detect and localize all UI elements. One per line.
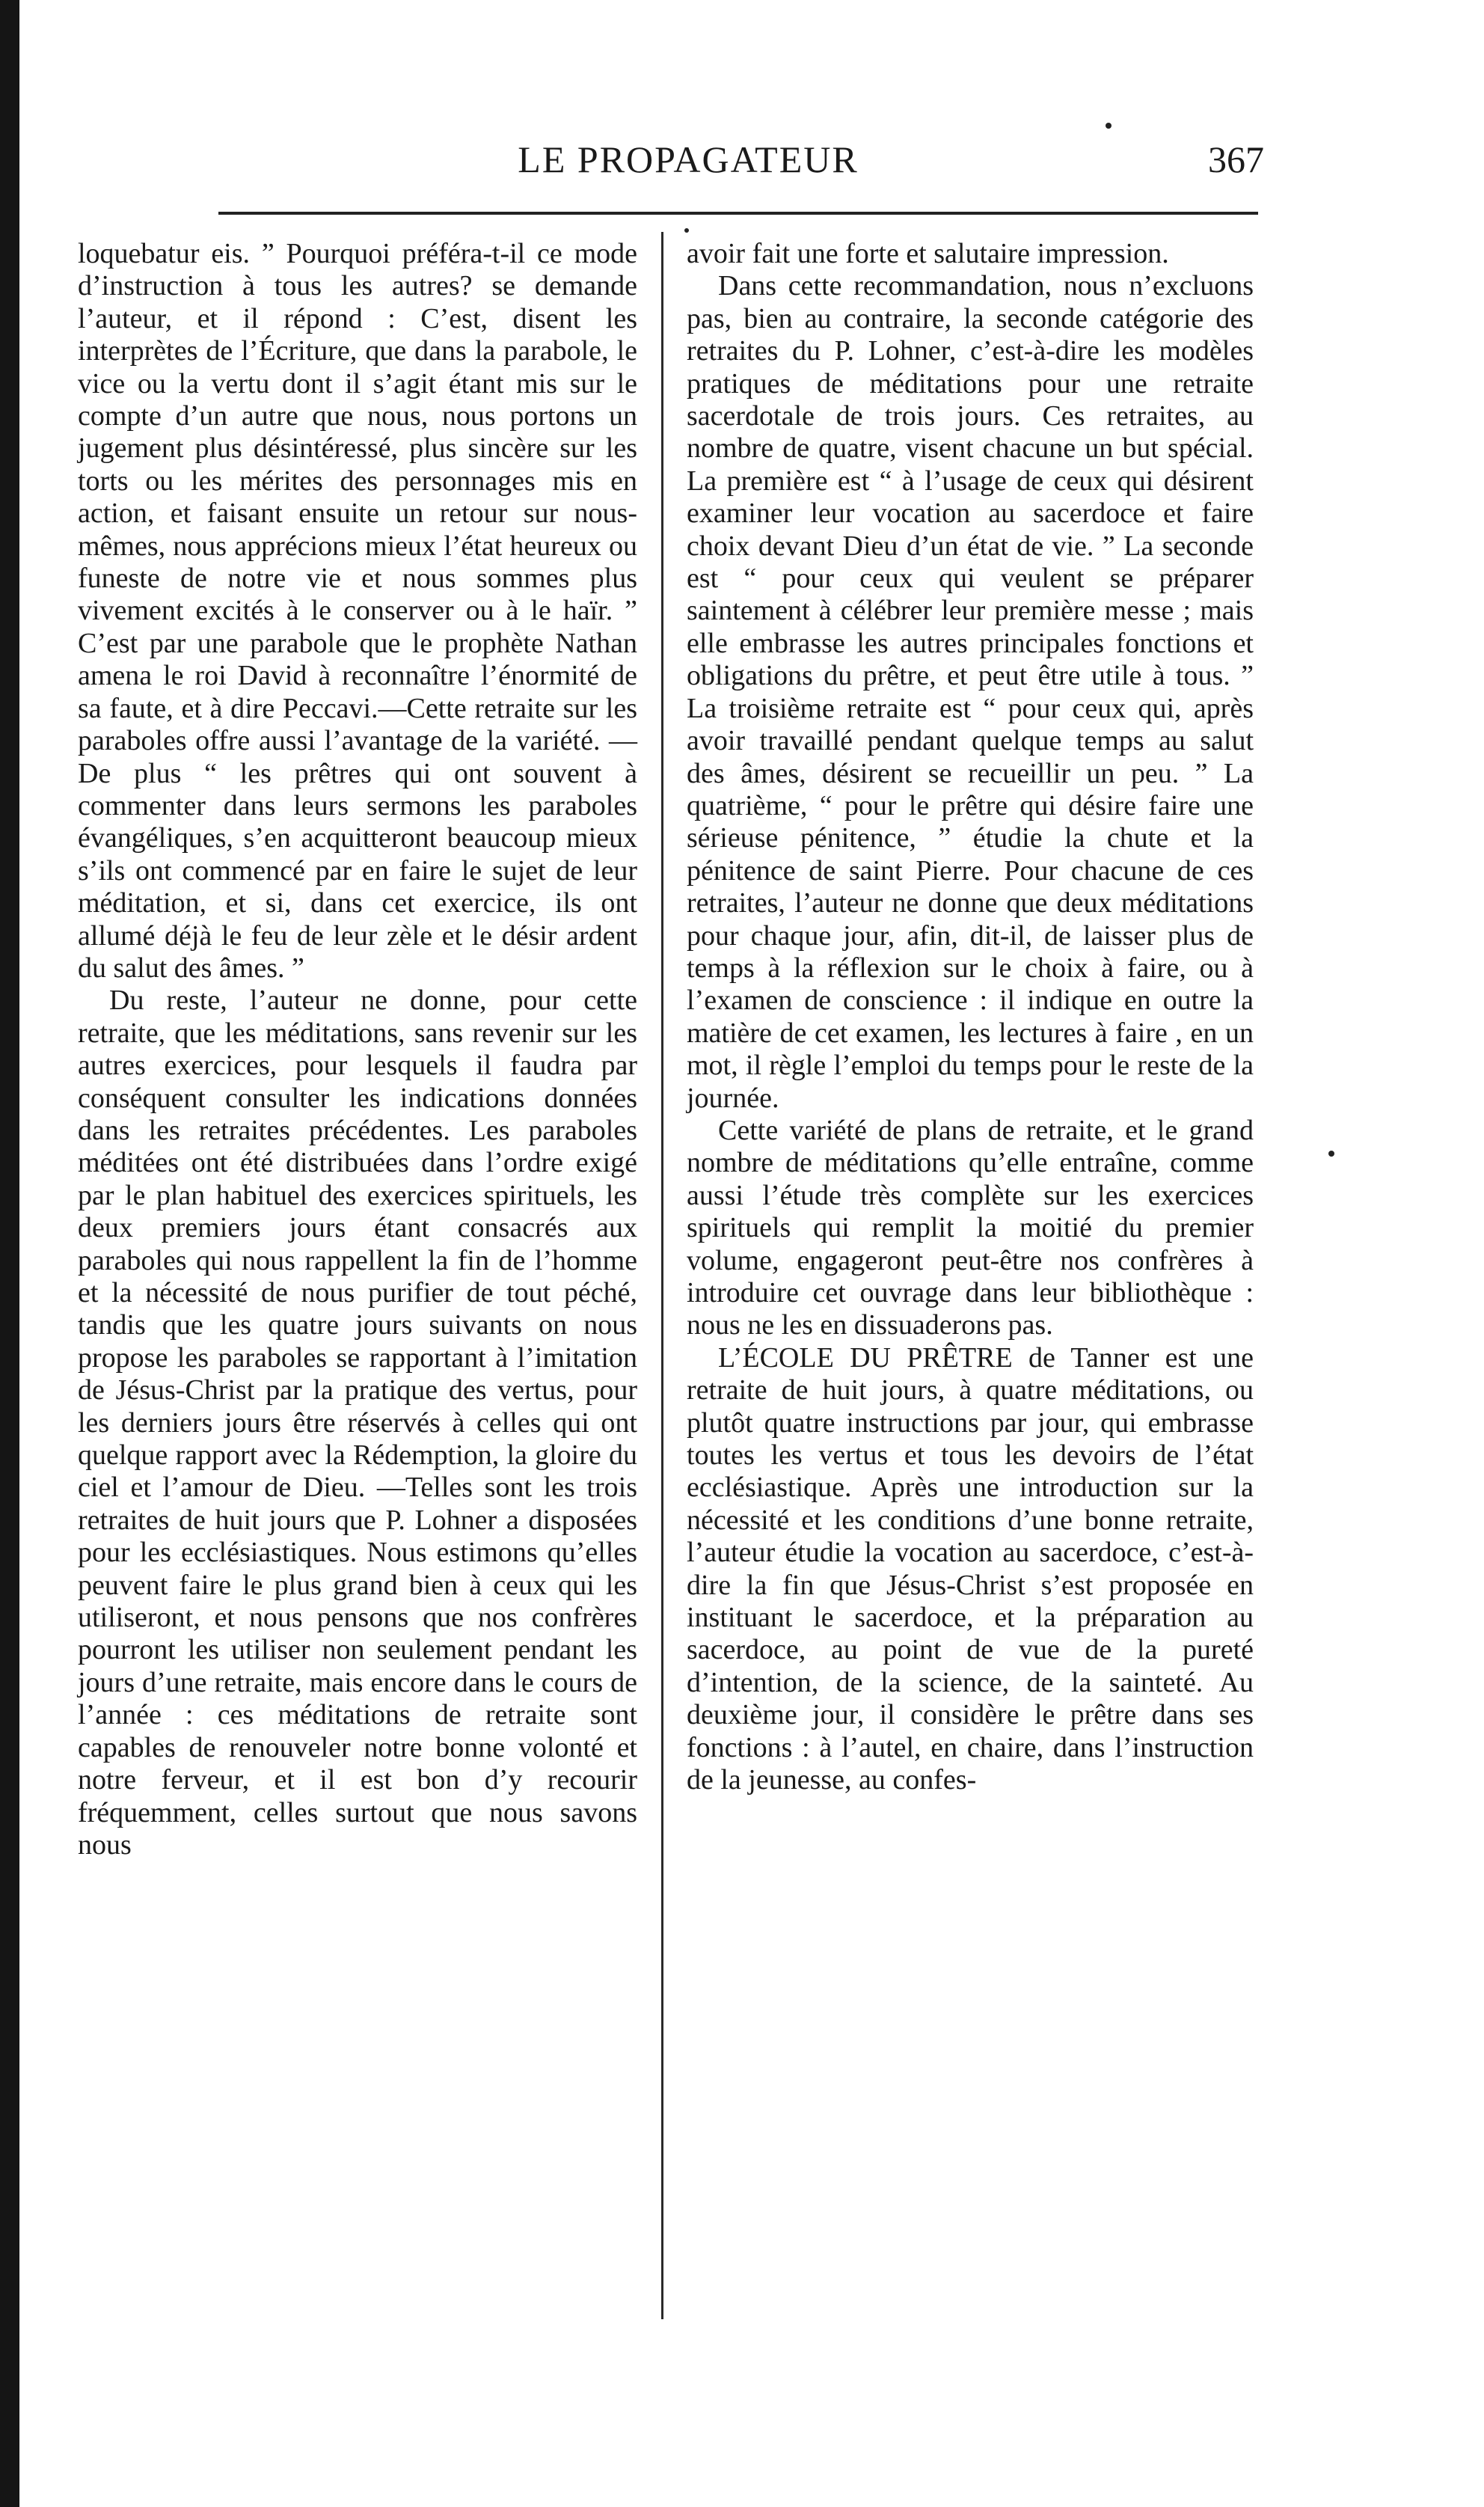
left-paragraph-1: loquebatur eis. ” Pourquoi préféra-t-il ce mode d’instruction à tous les autres? se demande l’auteur, et il répond : C’est, disent les interprètes de l’Écriture, que dans la parabole, le vice ou la vertu dont il s’agit étant mis sur le compte d’un autre que nous, nous portons un jugement plus désintéressé, plus sincère sur les torts ou les mérites des personnages mis en action, et faisant ensuite un retour sur nous-mêmes, nous apprécions mieux l’état heureux ou funeste de notre vie et nous sommes plus vivement excités à le conserver ou à le haïr. ” C’est par une parabole que le prophète Nathan amena le roi David à reconnaître l’énormité de sa faute, et à dire Peccavi.—Cette retraite sur les paraboles offre aussi l’avantage de la variété. — De plus “ les prêtres qui ont souvent à commenter dans leurs sermons les paraboles évangéliques, s’en acquitteront beaucoup mieux s’ils ont commencé par en faire le sujet de leur méditation, et si, dans cet exercice, ils ont allumé déjà le feu de leur zèle et le désir ardent du salut des âmes. ” bbox=[78, 238, 637, 984]
running-title: LE PROPAGATEUR bbox=[518, 138, 859, 180]
column-divider bbox=[661, 232, 663, 2319]
print-speck bbox=[684, 228, 689, 233]
left-paragraph-2: Du reste, l’auteur ne donne, pour cette retraite, que les méditations, sans revenir sur les autres exercices, pour lesquels il faudra par conséquent consulter les indications données dans les retraites précédentes. Les paraboles méditées ont été distribuées dans l’ordre exigé par le plan habituel des exercices spirituels, les deux premiers jours étant consacrés aux paraboles qui nous rappellent la fin de l’homme et la nécessité de nous purifier de tout péché, tandis que les quatre jours suivants on nous propose les paraboles se rapportant à l’imitation de Jésus-Christ par la pratique des vertus, pour les derniers jours être réservés à celles qui ont quelque rapport avec la Rédemption, la gloire du ciel et l’amour de Dieu. —Telles sont les trois retraites de huit jours que P. Lohner a disposées pour les ecclésiastiques. Nous estimons qu’elles peuvent faire le plus grand bien à ceux qui les utiliseront, et nous pensons que nos confrères pourront les utiliser non seulement pendant les jours d’une retraite, mais encore dans le cours de l’année : ces méditations de retraite sont capables de renouveler notre bonne volonté et notre ferveur, et il est bon d’y recourir fréquemment, celles surtout que nous savons nous bbox=[78, 985, 637, 1861]
page-header bbox=[112, 133, 1264, 186]
page-binding-edge bbox=[0, 0, 19, 2507]
right-paragraph-3: Cette variété de plans de retraite, et le grand nombre de méditations qu’elle entraîne, comme aussi l’étude très complète sur les exercices spirituels qui remplit la moitié du premier volume, engageront peut-être nos confrères à introduire cet ouvrage dans leur bibliothèque : nous ne les en dissuaderons pas. bbox=[687, 1114, 1254, 1341]
right-column bbox=[687, 238, 1254, 1797]
right-paragraph-1: avoir fait une forte et salutaire impression. bbox=[687, 238, 1169, 269]
right-paragraph-2: Dans cette recommandation, nous n’excluons pas, bien au contraire, la seconde catégorie des retraites du P. Lohner, c’est-à-dire les modèles pratiques de méditations pour une retraite sacerdotale de trois jours. Ces retraites, au nombre de quatre, visent chacune un but spécial. La première est “ à l’usage de ceux qui désirent examiner leur vocation au sacerdoce et faire choix devant Dieu d’un état de vie. ” La seconde est “ pour ceux qui veulent se préparer saintement à célébrer leur première messe ; mais elle embrasse les autres principales fonctions et obligations du prêtre, et peut être utile à tous. ” La troisième retraite est “ pour ceux qui, après avoir travaillé pendant quelque temps au salut des âmes, désirent se recueillir un peu. ” La quatrième, “ pour le prêtre qui désire faire une sérieuse pénitence, ” étudie la chute et la pénitence de saint Pierre. Pour chacune de ces retraites, l’auteur ne donne que deux méditations pour chaque jour, afin, dit-il, de laisser plus de temps à la réflexion sur le choix à faire, ou à l’examen de conscience : il indique en outre la matière de cet examen, les lectures à faire , en un mot, il règle l’emploi du temps pour le reste de la journée. bbox=[687, 270, 1254, 1114]
header-rule bbox=[218, 212, 1258, 215]
page-number: 367 bbox=[1208, 138, 1264, 180]
print-speck bbox=[1106, 123, 1112, 129]
left-column bbox=[78, 238, 637, 1861]
print-speck bbox=[1328, 1151, 1334, 1157]
right-paragraph-4: L’ÉCOLE DU PRÊTRE de Tanner est une retraite de huit jours, à quatre méditations, ou plutôt quatre instructions par jour, qui embrasse toutes les vertus et tous les devoirs de l’état ecclésiastique. Après une introduction sur la nécessité et les conditions d’une bonne retraite, l’auteur étudie la vocation au sacerdoce, c’est-à-dire la fin que Jésus-Christ s’est proposée en instituant le sacerdoce, et la préparation au sacerdoce, au point de vue de la pureté d’intention, de la science, de la sainteté. Au deuxième jour, il considère le prêtre dans ses fonctions : à l’autel, en chaire, dans l’instruction de la jeunesse, au confes- bbox=[687, 1341, 1254, 1796]
